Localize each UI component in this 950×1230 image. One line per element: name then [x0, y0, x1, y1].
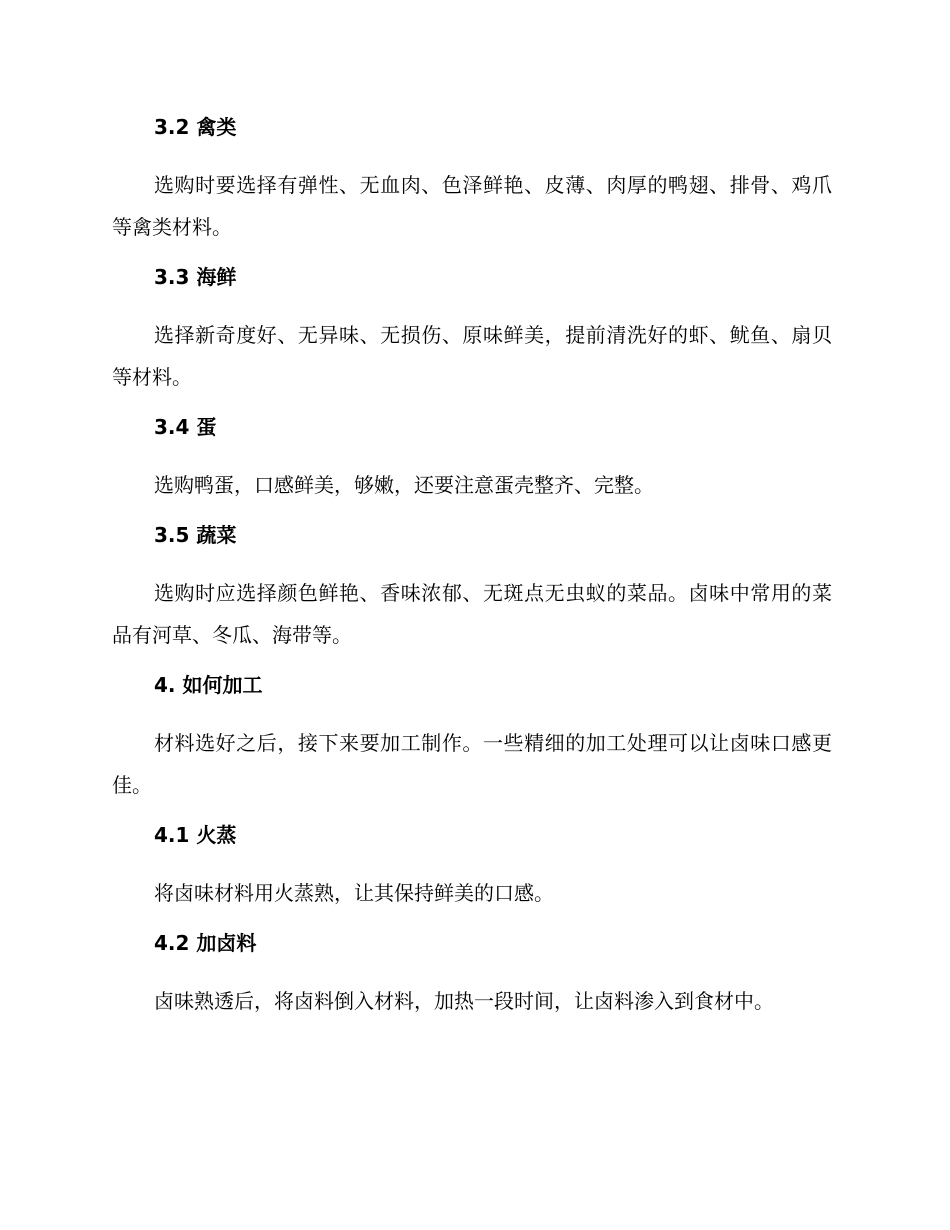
section-paragraph: 卤味熟透后，将卤料倒入材料，加热一段时间，让卤料渗入到食材中。: [154, 989, 774, 1013]
section-paragraph: 选择新奇度好、无异味、无损伤、原味鲜美，提前清洗好的虾、鱿鱼、扇贝等材料。: [112, 323, 832, 389]
section-heading: 4.2 加卤料: [154, 931, 257, 955]
document-content: [112, 110, 832, 1034]
section-4-1: [112, 818, 832, 914]
section-paragraph: 选购时要选择有弹性、无血肉、色泽鲜艳、皮薄、肉厚的鸭翅、排骨、鸡爪等禽类材料。: [112, 173, 832, 239]
section-3-3: [112, 260, 832, 398]
section-paragraph: 材料选好之后，接下来要加工制作。一些精细的加工处理可以让卤味口感更佳。: [112, 731, 832, 797]
section-3-5: [112, 518, 832, 656]
section-heading: 3.2 禽类: [154, 115, 237, 139]
section-heading: 4.1 火蒸: [154, 823, 237, 847]
section-3-2: [112, 110, 832, 248]
section-3-4: [112, 410, 832, 506]
section-heading: 3.4 蛋: [154, 415, 217, 439]
section-paragraph: 选购鸭蛋，口感鲜美，够嫩，还要注意蛋壳整齐、完整。: [154, 473, 654, 497]
section-heading: 3.5 蔬菜: [154, 523, 237, 547]
section-4-2: [112, 926, 832, 1022]
section-heading: 4. 如何加工: [154, 673, 263, 697]
section-4: [112, 668, 832, 806]
section-paragraph: 将卤味材料用火蒸熟，让其保持鲜美的口感。: [154, 881, 554, 905]
section-paragraph: 选购时应选择颜色鲜艳、香味浓郁、无斑点无虫蚁的菜品。卤味中常用的菜品有河草、冬瓜、海带等。: [112, 581, 832, 647]
section-heading: 3.3 海鲜: [154, 265, 237, 289]
